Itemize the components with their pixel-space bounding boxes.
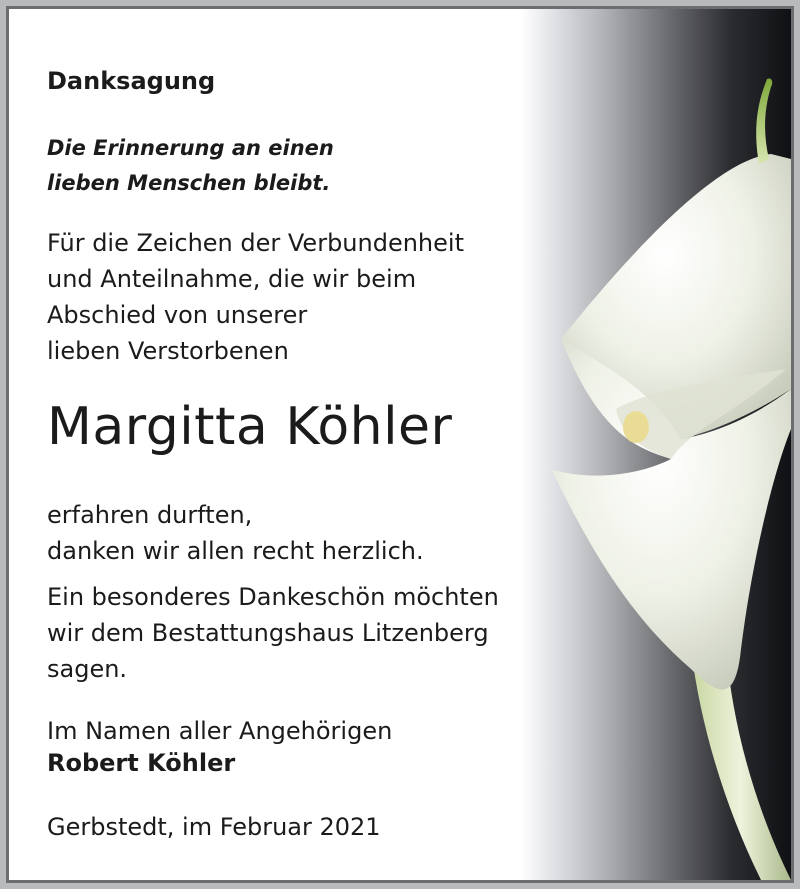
- special-thanks-paragraph: [47, 579, 499, 687]
- special-thanks-line: Ein besonderes Dankeschön möchten: [47, 583, 499, 611]
- thanks-paragraph: [47, 497, 424, 569]
- intro-line: Abschied von unserer: [47, 301, 308, 329]
- deceased-name: Margitta Köhler: [47, 397, 453, 457]
- quote-line: Die Erinnerung an einen: [47, 136, 334, 160]
- intro-line: und Anteilnahme, die wir beim: [47, 265, 417, 293]
- on-behalf-line: Im Namen aller Angehörigen: [47, 717, 393, 745]
- obituary-card: [6, 6, 794, 883]
- memorial-quote: [47, 131, 334, 201]
- thanks-line: erfahren durften,: [47, 501, 253, 529]
- thanks-line: danken wir allen recht herzlich.: [47, 537, 424, 565]
- calla-lily-photo: [521, 9, 791, 880]
- calla-lily-illustration: [521, 9, 791, 880]
- quote-line: lieben Menschen bleibt.: [47, 171, 331, 195]
- petal-tip: [756, 78, 772, 164]
- spadix: [623, 411, 649, 443]
- intro-line: Für die Zeichen der Verbundenheit: [47, 229, 464, 257]
- special-thanks-line: wir dem Bestattungshaus Litzenberg: [47, 619, 489, 647]
- notice-heading: Danksagung: [47, 67, 216, 95]
- special-thanks-line: sagen.: [47, 655, 128, 683]
- intro-paragraph: [47, 225, 464, 369]
- intro-line: lieben Verstorbenen: [47, 337, 289, 365]
- signer-name: Robert Köhler: [47, 749, 236, 777]
- stem: [691, 649, 791, 880]
- place-date: Gerbstedt, im Februar 2021: [47, 813, 381, 841]
